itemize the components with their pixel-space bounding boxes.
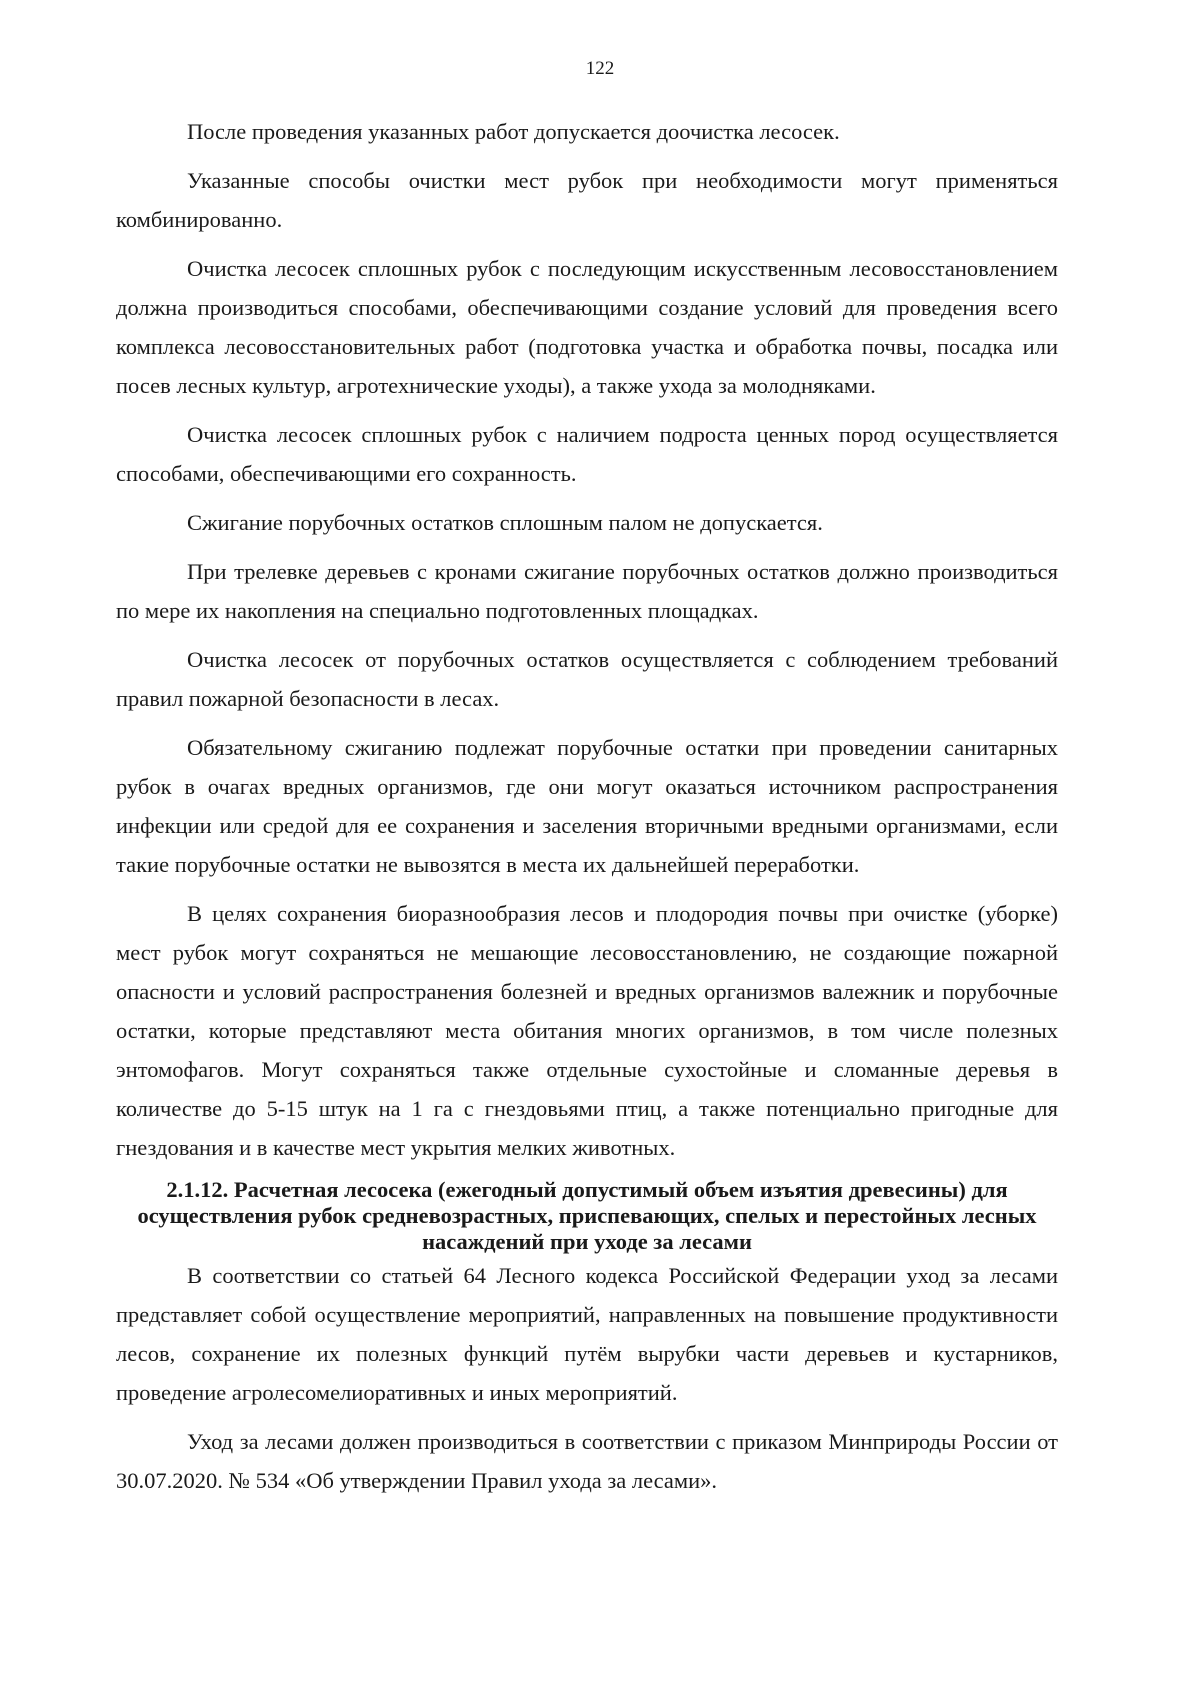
document-body (116, 112, 1058, 1510)
paragraph: В соответствии со статьей 64 Лесного кодекса Российской Федерации уход за лесами представляет собой осуществление мероприятий, направленных на повышение продуктивности лесов, сохранение их полезных функций путём вырубки части деревьев и кустарников, проведение агролесомелиоративных и иных мероприятий. (116, 1263, 1058, 1405)
paragraph: Очистка лесосек сплошных рубок с наличием подроста ценных пород осуществляется способами, обеспечивающими его сохранность. (116, 422, 1058, 486)
paragraph: При трелевке деревьев с кронами сжигание порубочных остатков должно производиться по мере их накопления на специально подготовленных площадках. (116, 559, 1058, 623)
page-number: 122 (585, 58, 615, 79)
section-heading: 2.1.12. Расчетная лесосека (ежегодный допустимый объем изъятия древесины) для осуществления рубок средневозрастных, приспевающих, спелых и перестойных лесных насаждений при уходе за лесами (137, 1177, 1037, 1254)
paragraph: Сжигание порубочных остатков сплошным палом не допускается. (187, 510, 823, 535)
paragraph: Очистка лесосек от порубочных остатков осуществляется с соблюдением требований правил пожарной безопасности в лесах. (116, 647, 1058, 711)
paragraph: После проведения указанных работ допускается доочистка лесосек. (187, 119, 840, 144)
paragraph: Обязательному сжиганию подлежат порубочные остатки при проведении санитарных рубок в очагах вредных организмов, где они могут оказаться источником распространения инфекции или средой для ее сохранения и заселения вторичными вредными организмами, если такие порубочные остатки не вывозятся в места их дальнейшей переработки. (116, 735, 1058, 877)
paragraph: Уход за лесами должен производиться в соответствии с приказом Минприроды России от 30.07.2020. № 534 «Об утверждении Правил ухода за лесами». (116, 1429, 1058, 1493)
paragraph: Указанные способы очистки мест рубок при необходимости могут применяться комбинированно. (116, 168, 1058, 232)
paragraph: В целях сохранения биоразнообразия лесов и плодородия почвы при очистке (уборке) мест рубок могут сохраняться не мешающие лесовосстановлению, не создающие пожарной опасности и условий распространения болезней и вредных организмов валежник и порубочные остатки, которые представляют места обитания многих организмов, в том числе полезных энтомофагов. Могут сохраняться также отдельные сухостойные и сломанные деревья в количестве до 5-15 штук на 1 га с гнездовьями птиц, а также потенциально пригодные для гнездования и в качестве мест укрытия мелких животных. (116, 901, 1058, 1160)
paragraph: Очистка лесосек сплошных рубок с последующим искусственным лесовосстановлением должна производиться способами, обеспечивающими создание условий для проведения всего комплекса лесовосстановительных работ (подготовка участка и обработка почвы, посадка или посев лесных культур, агротехнические уходы), а также ухода за молодняками. (116, 256, 1058, 398)
